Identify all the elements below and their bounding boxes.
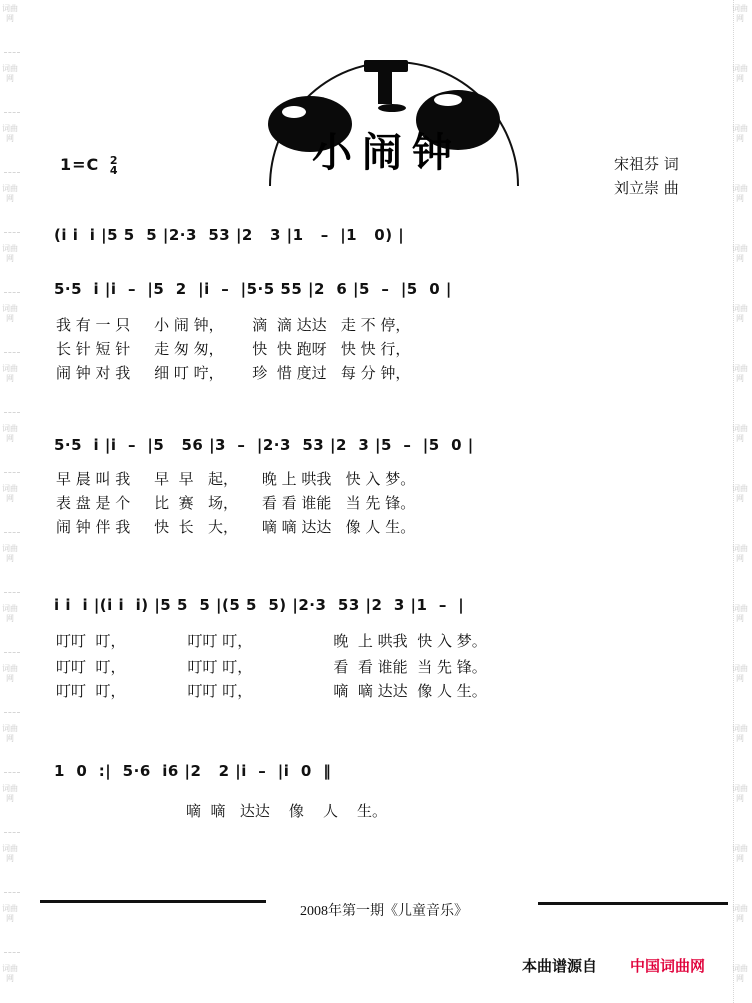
watermark: 词曲网 xyxy=(2,964,18,983)
lyrics-line-3-verse-1: 叮叮 叮， 叮叮 叮， 晚 上 哄我 快 入 梦。 xyxy=(56,632,487,650)
watermark: 词曲网 xyxy=(2,544,18,563)
notation-line-1: 5·5 i |i – |5 2 |i – |5·5 55 |2 6 |5 – |5 0 | xyxy=(54,280,452,298)
watermark: 词曲网 xyxy=(732,784,748,803)
watermark: 词曲网 xyxy=(732,964,748,983)
notation-line-3: i i i |(i i i) |5 5 5 |(5 5 5) |2·3 53 |2 3 |1 – | xyxy=(54,596,465,614)
time-signature: 2 4 xyxy=(109,153,119,177)
right-watermark-strip xyxy=(728,0,752,1003)
lyrics-line-2-verse-3: 闹 钟 伴 我 快 长 大， 嘀 嘀 达达 像 人 生。 xyxy=(56,518,416,536)
left-watermark-strip xyxy=(0,0,24,1003)
watermark: 词曲网 xyxy=(2,4,18,23)
lyrics-line-1-verse-2: 长 针 短 针 走 匆 匆， 快 快 跑呀 快 快 行， xyxy=(56,340,411,358)
watermark: 词曲网 xyxy=(732,184,748,203)
watermark: 词曲网 xyxy=(732,4,748,23)
watermark: 词曲网 xyxy=(732,244,748,263)
key-text: 1=C xyxy=(60,155,100,174)
title-logo xyxy=(262,54,524,190)
watermark: 词曲网 xyxy=(732,124,748,143)
watermark: 词曲网 xyxy=(732,724,748,743)
watermark: 词曲网 xyxy=(732,904,748,923)
watermark: 词曲网 xyxy=(732,544,748,563)
watermark: 词曲网 xyxy=(732,844,748,863)
watermark: 词曲网 xyxy=(2,364,18,383)
source-citation: 2008年第一期《儿童音乐》 xyxy=(300,904,468,919)
notation-intro: (i i i |5 5 5 |2·3 53 |2 3 |1 – |1 0) | xyxy=(54,226,405,244)
title-text: 小闹钟 xyxy=(312,130,462,176)
watermark: 词曲网 xyxy=(732,64,748,83)
watermark: 词曲网 xyxy=(2,664,18,683)
watermark: 词曲网 xyxy=(2,124,18,143)
watermark: 词曲网 xyxy=(2,904,18,923)
lyricist: 宋祖芬 词 xyxy=(614,155,679,173)
watermark: 词曲网 xyxy=(2,184,18,203)
lyrics-line-2-verse-2: 表 盘 是 个 比 赛 场， 看 看 谁能 当 先 锋。 xyxy=(56,494,416,512)
watermark: 词曲网 xyxy=(2,844,18,863)
lyrics-line-4: 嘀 嘀 达达 像 人 生。 xyxy=(186,802,388,820)
watermark: 词曲网 xyxy=(732,304,748,323)
watermark: 词曲网 xyxy=(2,784,18,803)
watermark: 词曲网 xyxy=(2,604,18,623)
footer-rule-left xyxy=(40,900,266,903)
lyrics-line-1-verse-3: 闹 钟 对 我 细 叮 咛， 珍 惜 度过 每 分 钟， xyxy=(56,364,411,382)
watermark: 词曲网 xyxy=(2,484,18,503)
watermark: 词曲网 xyxy=(2,304,18,323)
site-credit-label: 本曲谱源自 xyxy=(522,957,598,975)
notation-line-2: 5·5 i |i – |5 56 |3 – |2·3 53 |2 3 |5 – |5 0 | xyxy=(54,436,474,454)
lyrics-line-2-verse-1: 早 晨 叫 我 早 早 起， 晚 上 哄我 快 入 梦。 xyxy=(56,470,416,488)
watermark: 词曲网 xyxy=(2,64,18,83)
watermark: 词曲网 xyxy=(2,424,18,443)
composer: 刘立崇 曲 xyxy=(614,179,679,197)
footer-rule-right xyxy=(538,902,728,905)
lyrics-line-3-verse-2: 叮叮 叮， 叮叮 叮， 看 看 谁能 当 先 锋。 xyxy=(56,658,487,676)
lyrics-line-1-verse-1: 我 有 一 只 小 闹 钟， 滴 滴 达达 走 不 停， xyxy=(56,316,411,334)
key-signature xyxy=(60,155,119,176)
watermark: 词曲网 xyxy=(732,484,748,503)
watermark: 词曲网 xyxy=(732,664,748,683)
notation-line-4: 1 0 :| 5·6 i6 |2 2 |i – |i 0 ‖ xyxy=(54,762,332,780)
site-credit-name[interactable]: 中国词曲网 xyxy=(630,957,706,975)
watermark: 词曲网 xyxy=(732,364,748,383)
lyrics-line-3-verse-3: 叮叮 叮， 叮叮 叮， 嘀 嘀 达达 像 人 生。 xyxy=(56,682,487,700)
watermark: 词曲网 xyxy=(2,244,18,263)
credits xyxy=(614,152,679,200)
watermark: 词曲网 xyxy=(732,424,748,443)
watermark: 词曲网 xyxy=(732,604,748,623)
watermark: 词曲网 xyxy=(2,724,18,743)
